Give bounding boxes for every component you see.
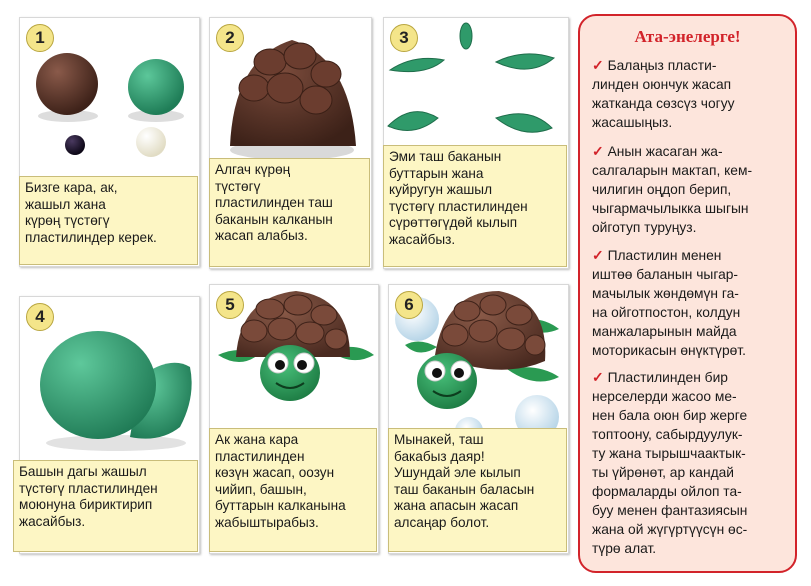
caption-line: түстөгү пластилинден (19, 480, 158, 496)
paragraph-line: Пластилин менен (607, 248, 722, 263)
caption-line: жасайбыз. (19, 513, 86, 529)
step-2-number: 2 (216, 24, 244, 52)
checkmark-icon: ✓ (592, 248, 604, 263)
step-2-caption (209, 158, 370, 267)
caption-line: таш баканын баласын (394, 481, 535, 497)
caption-line: жасап алабыз. (215, 228, 308, 243)
paragraph-line: Балаңыз пласти- (607, 58, 717, 73)
caption-line: сүрөттөгүдөй кылып (389, 215, 518, 230)
step-4-number: 4 (26, 303, 54, 331)
step-3-caption (383, 145, 567, 267)
checkmark-icon: ✓ (592, 144, 604, 159)
step-5-number: 5 (216, 291, 244, 319)
caption-line: буттарын калканына (215, 498, 346, 513)
caption-line: күрөң түстөгү (25, 213, 110, 228)
caption-line: пластилинден таш (215, 195, 333, 210)
parents-paragraph-2 (592, 142, 785, 237)
caption-line: түстөгү пластилинден (389, 198, 528, 214)
paragraph-line: иштөө баланын чыгар- (592, 267, 739, 282)
caption-line: пластилинден (215, 448, 305, 464)
caption-line: пластилиндер керек. (25, 229, 157, 245)
caption-line: Ушундай эле кылып (394, 465, 521, 480)
paragraph-line: ту жана тырышчаактык- (592, 446, 746, 461)
caption-line: Алгач күрөң (215, 162, 291, 177)
parents-paragraph-4 (592, 368, 785, 558)
caption-line: буттарын жана (389, 165, 484, 181)
parents-paragraph-1 (592, 56, 785, 132)
paragraph-line: жасашыңыз. (592, 115, 673, 130)
paragraph-line: моторикасын өнүктүрөт. (592, 343, 746, 358)
caption-line: чийип, башын, (215, 481, 307, 497)
caption-line: моюнуна бириктирип (19, 497, 153, 512)
paragraph-line: нерселерди жасоо ме- (592, 389, 737, 404)
paragraph-line: манжаларынын майда (592, 324, 737, 339)
caption-line: Ак жана кара (215, 432, 299, 447)
paragraph-line: жана ой жүгүртүүсүн өс- (592, 522, 748, 537)
paragraph-line: ойготуп туруңуз. (592, 220, 697, 235)
step-4-caption (13, 460, 198, 552)
caption-line: бакабыз даяр! (394, 448, 485, 464)
caption-line: алсаңар болот. (394, 514, 490, 530)
parents-note-panel (578, 14, 797, 573)
paragraph-line: чилигин оңдоп берип, (592, 182, 732, 197)
caption-line: Башын дагы жашыл (19, 464, 147, 479)
paragraph-line: түрө алат. (592, 541, 657, 556)
paragraph-line: чыгармачылыкка шыгын (592, 201, 749, 216)
paragraph-line: на ойготпостон, колдун (592, 305, 741, 320)
caption-line: куйругун жашыл (389, 182, 492, 197)
caption-line: Мынакей, таш (394, 432, 484, 447)
caption-line: жашыл жана (25, 196, 106, 212)
paragraph-line: буу менен фантазиясын (592, 503, 748, 518)
step-1-caption (19, 176, 198, 265)
step-6-caption (388, 428, 567, 552)
step-5-caption (209, 428, 377, 552)
caption-line: баканын калканын (215, 211, 333, 227)
checkmark-icon: ✓ (592, 58, 604, 73)
paragraph-line: Пластилинден бир (607, 370, 728, 385)
caption-line: түстөгү (215, 178, 261, 194)
caption-line: Бизге кара, ак, (25, 180, 118, 195)
paragraph-line: ты үйрөнөт, ар кандай (592, 465, 735, 480)
parents-paragraph-3 (592, 246, 785, 360)
paragraph-line: формаларды ойлоп та- (592, 484, 742, 499)
paragraph-line: топтоону, сабырдуулук- (592, 427, 743, 442)
step-3-number: 3 (390, 24, 418, 52)
step-1-number: 1 (26, 24, 54, 52)
caption-line: жасайбыз. (389, 231, 456, 247)
caption-line: Эми таш баканын (389, 149, 502, 164)
caption-line: жана апасын жасап (394, 498, 519, 513)
paragraph-line: Анын жасаган жа- (607, 144, 723, 159)
parents-note-title: Ата-энелерге! (634, 27, 741, 46)
paragraph-line: мачылык жөндөмүн га- (592, 286, 739, 301)
paragraph-line: нен бала оюн бир жерге (592, 408, 748, 423)
paragraph-line: жатканда сөзсүз чогуу (592, 96, 735, 111)
caption-line: жабыштырабыз. (215, 514, 319, 530)
paragraph-line: салгаларын мактап, кем- (592, 163, 753, 178)
paragraph-line: линден оюнчук жасап (592, 77, 732, 92)
step-6-number: 6 (395, 291, 423, 319)
checkmark-icon: ✓ (592, 370, 604, 385)
caption-line: көзүн жасап, оозун (215, 465, 335, 480)
